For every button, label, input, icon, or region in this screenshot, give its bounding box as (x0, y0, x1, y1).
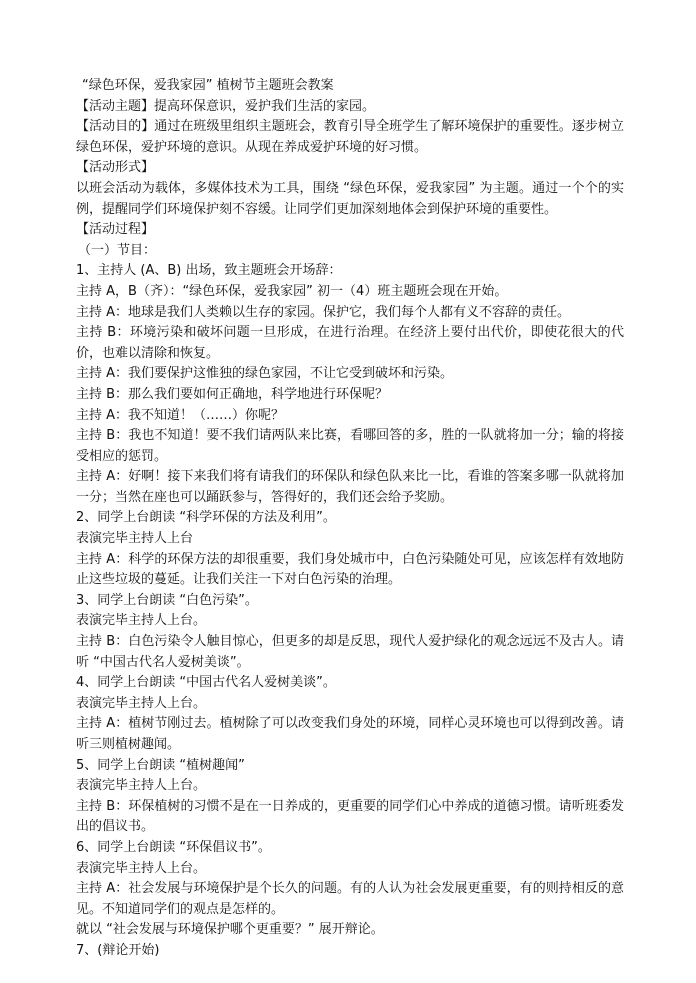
debate-intro: 就以 “社会发展与环境保护哪个更重要？” 展开辩论。 (76, 922, 384, 938)
activity-process-heading: 【活动过程】 (76, 222, 155, 238)
step-3: 3、同学上台朗读 “白色污染”。 (76, 592, 258, 608)
host-line: 主持 A：科学的环保方法的却很重要，我们身处城市中，白色污染随处可见，应该怎样有效地防止这些垃圾的蔓延。让我们关注一下对白色污染的治理。 (76, 551, 624, 588)
host-line: 主持 A：地球是我们人类赖以生存的家园。保护它，我们每个人都有义不容辞的责任。 (76, 304, 571, 320)
step-2: 2、同学上台朗读 “科学环保的方法及利用”。 (76, 510, 336, 526)
host-line: 主持 B：我也不知道！要不我们请两队来比赛，看哪回答的多，胜的一队就将加一分；输的将接受相应的惩罚。 (76, 428, 624, 464)
host-line: 主持 B：环保植树的习惯不是在一日养成的，更重要的同学们心中养成的道德习惯。请听班委发出的倡议书。 (76, 798, 624, 835)
step-5: 5、同学上台朗读 “植树趣闻” (76, 757, 245, 773)
stage-direction: 表演完毕主持人上台。 (76, 695, 207, 711)
host-line: 主持 A：植树节刚过去。植树除了可以改变我们身处的环境，同样心灵环境也可以得到改善。请听三则植树趣闻。 (76, 716, 624, 752)
step-7: 7、(辩论开始) (76, 942, 160, 958)
host-line: 主持 A：我不知道！（……）你呢？ (76, 407, 285, 423)
step-4: 4、同学上台朗读 “中国古代名人爱树美谈”。 (76, 675, 336, 691)
step-6: 6、同学上台朗读 “环保倡议书”。 (76, 839, 271, 855)
host-line: 主持 A：社会发展与环境保护是个长久的问题。有的人认为社会发展更重要，有的则持相反的意见。不知道同学们的观点是怎样的。 (76, 881, 624, 917)
document-body (76, 76, 624, 962)
host-line: 主持 B：那么我们要如何正确地，科学地进行环保呢？ (76, 386, 389, 402)
stage-direction: 表演完毕主持人上台 (76, 531, 194, 547)
host-line: 主持 A，B（齐）：“绿色环保，爱我家园” 初一（4）班主题班会现在开始。 (76, 283, 508, 299)
host-line: 主持 A：我们要保护这惟独的绿色家园，不让它受到破坏和污染。 (76, 366, 454, 382)
section-program-heading: （一）节目： (78, 242, 157, 258)
stage-direction: 表演完毕主持人上台。 (76, 860, 207, 876)
activity-purpose: 【活动目的】通过在班级里组织主题班会，教育引导全班学生了解环境保护的重要性。逐步树立绿色环保，爱护环境的意识。从现在养成爱护环境的好习惯。 (76, 119, 624, 155)
stage-direction: 表演完毕主持人上台。 (76, 613, 207, 629)
lesson-plan-title: “绿色环保，爱我家园” 植树节主题班会教案 (82, 78, 334, 93)
host-line: 主持 A：好啊！接下来我们将有请我们的环保队和绿色队来比一比，看谁的答案多哪一队就将加一分；当然在座也可以踊跃参与，答得好的，我们还会给予奖励。 (76, 469, 624, 505)
host-line: 主持 B：环境污染和破坏问题一旦形成，在进行治理。在经济上要付出代价，即使花很大的代价，也难以清除和恢复。 (76, 325, 624, 361)
activity-form-text: 以班会活动为载体，多媒体技术为工具，围绕 “绿色环保，爱我家园” 为主题。通过一个个的实例，提醒同学们环境保护刻不容缓。让同学们更加深刻地体会到保护环境的重要性。 (76, 180, 624, 217)
activity-theme: 【活动主题】提高环保意识，爱护我们生活的家园。 (76, 98, 376, 114)
activity-form-heading: 【活动形式】 (76, 160, 155, 176)
stage-direction: 表演完毕主持人上台。 (76, 778, 207, 794)
host-line: 主持 B：白色污染令人触目惊心，但更多的却是反思，现代人爱护绿化的观念远远不及古人。请听 “中国古代名人爱树美谈”。 (76, 634, 624, 670)
step-1: 1、主持人 (A、B) 出场，致主题班会开场辞： (76, 263, 342, 279)
